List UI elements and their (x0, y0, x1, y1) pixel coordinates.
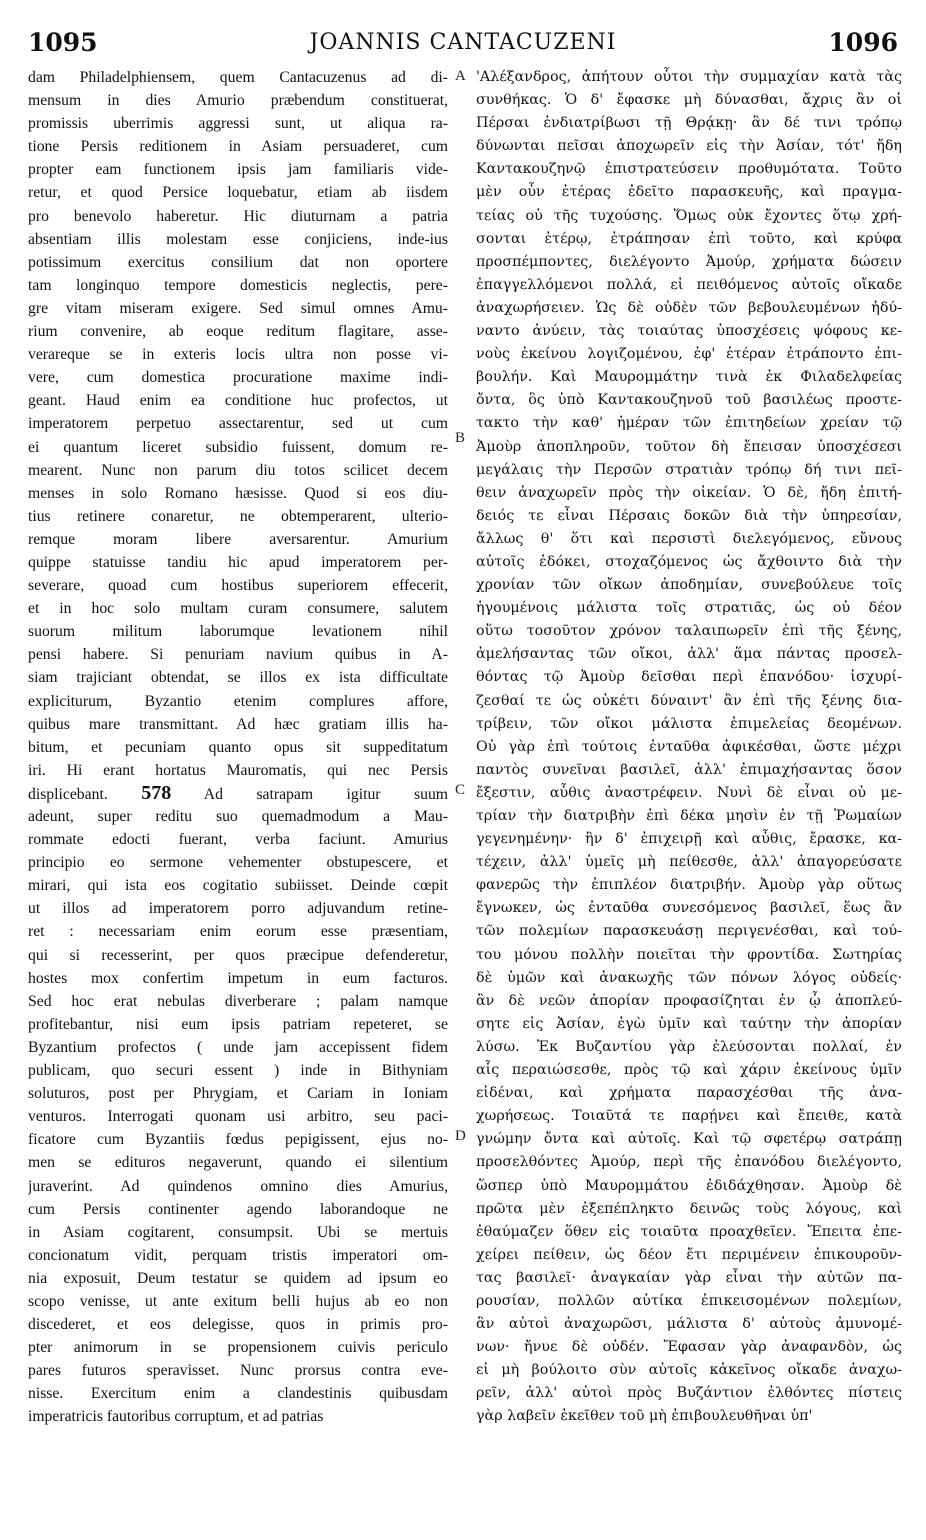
latin-text-line: displicebant. 578 Ad satrapam igitur suum (28, 781, 448, 804)
latin-text-line: rommate edocti fuerant, verba faciunt. Amurius (28, 831, 448, 849)
latin-text-line: absentiam illis molestam esse conjiciens, inde-ius (28, 230, 448, 248)
latin-text-line: severare, quoad cum hostibus superiorem effecerit, (28, 577, 448, 595)
greek-text-line: θόντας τῷ Ἀμοὺρ δεῖσθαι περὶ ἐπανόδου· ἰσχυρί- (476, 669, 902, 686)
greek-text-line: τρίαν τὴν διατριβὴν ἐπὶ δέκα μησὶν ἐν τῇ Ῥωμαίων (476, 808, 902, 824)
greek-text-line: χωρήσεως. Τοιαῦτά τε παρῄνει καὶ ἔπειθε, κατὰ (476, 1108, 902, 1125)
greek-text-line: εἰδέναι, καὶ χρήματα παρασχέσθαι τῆς ἀνα- (476, 1085, 902, 1102)
greek-text-line: Πέρσαι ἐνδιατρίβωσι τῇ Θρᾴκῃ· ἂν δέ τινι τρόπῳ (476, 115, 902, 132)
latin-text-line: bitum, et pecuniam quanto opus sit suppeditatum (28, 738, 448, 756)
greek-text-line: ἂν αὐτοὶ ἀναχωρῶσι, μάλιστα δ' αὐτοὺς ἀμυνομέ- (476, 1316, 902, 1333)
latin-text-line: pro benevolo haberetur. Hic diuturnam a patria (28, 207, 448, 225)
latin-text-line: tam longinquo tempore domesticis neglectis, pere- (28, 276, 448, 294)
greek-text-line: ζεσθαί τε ὡς οὐκέτι δύναιντ' ἂν ἐπὶ τῆς ξένης δια- (476, 692, 902, 709)
greek-text-line: τῶν πολεμίων παρασκευάσῃ περιγενέσθαι, καὶ τού- (476, 923, 902, 940)
greek-text-line: μὲν οὖν ἑτέρας ἐδεῖτο παρασκευῆς, καὶ πραγμα- (476, 184, 902, 201)
latin-text-line: nia exposuit, Deum testatur se quidem ad ipsum eo (28, 1269, 448, 1287)
greek-text-line: τείας οὐ τῆς τυχούσης. Ὅμως οὐκ ἔχοντες ὅτῳ χρή- (476, 207, 902, 224)
latin-text-line: quibus mare transmittant. Ad hæc gratiam illis ha- (28, 715, 448, 733)
latin-text-line: propter eam functionem ipsis jam familiaris vide- (28, 161, 448, 179)
latin-text-line: ret : necessariam enim eorum esse præsentiam, (28, 923, 448, 941)
latin-text-line: quippe statuisse tandiu hic apud imperatorem per- (28, 553, 448, 571)
greek-text-line: Καντακουζηνῷ ἐπιστρατεύσειν προθυμότατα. Τοῦτο (476, 161, 902, 178)
latin-text-line: discederet, et eos delegisse, quos in primis pro- (28, 1316, 448, 1334)
greek-text-line: προσελθόντες Ἀμούρ, περὶ τῆς ἐπανόδου διελέγοντο, (476, 1154, 902, 1171)
latin-text-line: gre vitam miseram exigere. Sed simul omnes Amu- (28, 299, 448, 317)
greek-column (476, 66, 902, 1526)
greek-text-line: εἰ μὴ βούλοιτο σὺν αὐτοῖς κἀκεῖνος οἴκαδε ἀναχω- (476, 1362, 902, 1379)
latin-text-line: tius retinere conaretur, ne obtemperarent, ulterio- (28, 507, 448, 525)
latin-text-line: Sed hoc erat nebulas diverberare ; palam namque (28, 992, 448, 1010)
latin-text-line: profitebantur, nisi eum ipsis patriam repeteret, se (28, 1015, 448, 1033)
latin-text-line: verareque se in exteris locis ultra non posse vi- (28, 346, 448, 364)
latin-text-line: soluturos, post per Phrygiam, et Cariam in Ioniam (28, 1085, 448, 1103)
greek-text-line: νοὺς ἐκείνου λογιζομένου, ἐφ' ἑτέραν ἐτράποντο ἐπι- (476, 346, 902, 363)
latin-text-line: menses in solo Romano hæsisse. Quod si eos diu- (28, 484, 448, 502)
latin-text-line: geant. Haud enim ea conditione huc profectos, ut (28, 392, 448, 410)
greek-text-line: σητε εἰς Ἀσίαν, ἐγὼ ὑμῖν καὶ ταύτην τὴν ἀπορίαν (476, 1015, 902, 1032)
greek-text-line: συνθήκας. Ὁ δ' ἔφασκε μὴ δύνασθαι, ἄχρις ἂν οἱ (476, 92, 902, 109)
greek-text-line: θειν ἀναχωρεῖν πρὸς τὴν οἰκείαν. Ὁ δὲ, ἤδη ἐπιτή- (476, 484, 902, 501)
latin-text-line: ei quantum liceret subsidio fuissent, domum re- (28, 438, 448, 456)
latin-text-line: principio eo sermone vehementer obstupescere, et (28, 854, 448, 872)
greek-text-line: γνώμην ὄντα καὶ αὐτοῖς. Καὶ τῷ σφετέρῳ σατράπῃ (476, 1131, 902, 1148)
greek-text-line: ἂν δὲ νεῶν ἀπορίαν προφασίζηται ἐν ᾧ ἀποπλεύ- (476, 992, 902, 1009)
latin-text-line: mearent. Nunc non parum diu totos scilicet decem (28, 461, 448, 479)
greek-text-line: τέχειν, ἀλλ' ὑμεῖς μὴ πείθεσθε, ἀλλ' ἀπαγορεύσατε (476, 854, 902, 871)
greek-text-line: ναντο ἀνύειν, τὰς τοιαύτας ὑποσχέσεις ψόφους κε- (476, 323, 902, 340)
page-number-left: 1095 (28, 28, 98, 57)
latin-text-line: ut illos ad imperatorem porro adjuvandum retine- (28, 900, 448, 918)
latin-text-line: iri. Hi erant hortatus Mauromatis, qui nec Persis (28, 761, 448, 779)
greek-text-line: παντὸς συνεῖναι βασιλεῖ, ἀλλ' ἐπιμαχήσαντας ὅσον (476, 761, 902, 778)
latin-column (28, 66, 448, 1526)
greek-text-line: νων· ἤνυε δὲ οὐδέν. Ἔφασαν γὰρ ἀναφανδὸν, ὡς (476, 1339, 902, 1356)
running-header (28, 28, 898, 62)
page-number-right: 1096 (828, 28, 898, 57)
latin-text-line: nisse. Exercitum enim a clandestinis quibusdam (28, 1385, 448, 1403)
latin-text-line: siam trajiciant obtendat, se illos ex ista difficultate (28, 669, 448, 687)
latin-text-line: suorum militum laborumque levationem nihil (28, 623, 448, 641)
running-title: JOANNIS CANTACUZENI (309, 30, 617, 55)
greek-text-line: ὄντα, ὃς ὑπὸ Καντακουζηνοῦ τοῦ βασιλέως προστε- (476, 392, 902, 409)
margin-marker-a: A (455, 68, 466, 84)
latin-text-line: mirari, qui ista eos cogitatio subiisset. Deinde cœpit (28, 877, 448, 895)
greek-text-line: λύσω. Ἐκ Βυζαντίου γὰρ ἐλεύσονται πολλαί, ἐν (476, 1038, 902, 1055)
greek-text-line: 'Αλέξανδρος, ἀπήτουν οὗτοι τὴν συμμαχίαν κατὰ τὰς (476, 69, 902, 85)
greek-text-line: γὰρ λαβεῖν ἐκεῖθεν τοῦ μὴ ἐπιβουλευθῆναι ὑπ' (476, 1408, 813, 1425)
latin-text-line: cum Persis continenter agendo laborandoque ne (28, 1200, 448, 1218)
latin-text-line: adeunt, super reditu suo quemadmodum a Mau- (28, 808, 448, 825)
latin-text-line: expliciturum, Byzantio etenim complures affore, (28, 692, 448, 710)
greek-text-line: τακτο τὴν καθ' ἡμέραν τῶν ἐπιτηδείων χρείαν τῷ (476, 415, 902, 432)
latin-text-line: hostes mox confertim impetum in eum facturos. (28, 969, 448, 987)
greek-text-line: γεγενημένην· ἣν δ' ἐπιχειρῇ καὶ αὖθις, ἔρασκε, κα- (476, 831, 902, 848)
greek-text-line: αἷς περαιώσεσθε, πρὸς τῷ καὶ χάριν ἐκείνους ὑμῖν (476, 1062, 902, 1079)
latin-text-line: imperatricis fautoribus corruptum, et ad patrias (28, 1408, 324, 1426)
latin-text-line: tione Persis reditionem in Asiam persuaderet, cum (28, 138, 448, 156)
greek-text-line: δύνωνται πεῖσαι ἀποχωρεῖν εἰς τὴν Ἀσίαν, τότ' ἤδη (476, 138, 902, 155)
greek-text-line: Ἀμοὺρ ἀποπληροῦν, τοῦτον δὴ ἔπεισαν ὑποσχέσεσι (476, 438, 902, 455)
greek-text-line: πρῶτα μὲν ἐξεπέπληκτο δεινῶς τοὺς λόγους, καὶ (476, 1200, 902, 1217)
latin-text-line: publicam, quo securi essent ) inde in Bithyniam (28, 1062, 448, 1080)
latin-text-line: juraverint. Ad quindenos omnino dies Amurius, (28, 1177, 448, 1195)
latin-text-line: venturos. Interrogati quonam usi arbitro, seu paci- (28, 1108, 448, 1126)
greek-text-line: χρονίαν τῶν οἴκων ἀποδημίαν, συνεβούλευε τοῖς (476, 577, 902, 594)
latin-text-line: pter animorum in se propensionem cuivis periculo (28, 1339, 448, 1357)
greek-text-line: οὕτω τοσοῦτον χρόνον ταλαιπωρεῖν ἐπὶ τῆς ξένης, (476, 623, 902, 640)
greek-text-line: ἀναχωρήσειεν. Ὡς δὲ οὐδὲν τῶν βεβουλευμένων ἠδύ- (476, 299, 902, 316)
greek-text-line: του μόνου πολλὴν ποιεῖται τὴν φροντίδα. Σωτηρίας (476, 946, 902, 963)
greek-text-line: ἔγνωκεν, ὡς ἐνταῦθα συνεσόμενος βασιλεῖ, ἕως ἂν (476, 900, 902, 917)
greek-text-line: δειός τε εἶναι Πέρσαις δοκῶν διὰ τὴν ὑπηρεσίαν, (476, 507, 902, 524)
latin-text-line: ficatore cum Byzantiis fœdus pepigissent, ejus no- (28, 1131, 448, 1149)
greek-text-line: τας βασιλεῖ· ἀναγκαίαν γὰρ εἶναι τὴν αὐτῶν πα- (476, 1269, 902, 1286)
latin-text-line: dam Philadelphiensem, quem Cantacuzenus ad di- (28, 69, 448, 86)
latin-text-line: imperatorem perpetuo assectarentur, sed ut cum (28, 415, 448, 433)
latin-text-line: promissis uberrimis aggressi sunt, ut aliqua ra- (28, 115, 448, 133)
latin-text-line: in Asiam cogitarent, consumpsit. Ubi se mertuis (28, 1223, 448, 1241)
greek-text-line: ὥσπερ ὑπὸ Μαυρομμάτου ἐδιδάχθησαν. Ἀμοὺρ δὲ (476, 1177, 902, 1194)
margin-marker-b: B (455, 430, 466, 446)
margin-marker-c: C (455, 782, 466, 798)
greek-text-line: ἐθαύμαζεν ὅθεν εἰς τοιαῦτα προαχθεῖεν. Ἔπειτα ἐπε- (476, 1223, 902, 1240)
latin-text-line: remque moram libere aversarentur. Amurium (28, 530, 448, 548)
greek-text-line: τρίβειν, τῶν οἴκοι μάλιστα ἐπιμελείας δεομένων. (476, 715, 902, 732)
latin-text-line: Byzantium profectos ( unde jam accepissent fidem (28, 1038, 448, 1056)
latin-text-line: men se edituros negaverunt, quando ei silentium (28, 1154, 448, 1172)
greek-text-line: βουλήν. Καὶ Μαυρομμάτην τινὰ ἐκ Φιλαδελφείας (476, 369, 902, 386)
latin-text-line: et in hoc solo multam curam consumere, salutem (28, 600, 448, 618)
greek-text-line: μεγάλαις τὴν Περσῶν στρατιὰν τρόπῳ δή τινι πεῖ- (476, 461, 902, 478)
greek-text-line: προσπέμποντες, διελέγοντο Ἀμούρ, χρήματα δώσειν (476, 253, 902, 270)
greek-text-line: ἡγουμένοις μάλιστα τοῖς στρατιᾶς, ὡς οὐ δέον (476, 600, 902, 617)
greek-text-line: φανερῶς τὴν ἐπιπλέον διατριβήν. Ἀμοὺρ γὰρ οὕτως (476, 877, 902, 894)
latin-text-line: qui si recesserint, per quos præcipue defenderetur, (28, 946, 448, 964)
latin-text-line: pensi habere. Si penuriam navium quibus in A- (28, 646, 448, 664)
greek-text-line: ρουσίαν, πολλῶν αὐτίκα ἐπικεισομένων πολεμίων, (476, 1292, 902, 1309)
greek-text-line: ἀμελήσαντας τῶν οἴκοι, ἀλλ' ἅμα πάντας προσελ- (476, 646, 902, 663)
latin-text-line: potissimum exercitus consilium dat non oportere (28, 253, 448, 271)
section-number: 578 (141, 781, 172, 804)
greek-text-line: Οὐ γὰρ ἐπὶ τούτοις ἐνταῦθα ἀφικέσθαι, ὥστε μέχρι (476, 738, 902, 755)
latin-text-line: mensum in dies Amurio præbendum constituerat, (28, 92, 448, 110)
greek-text-line: χείρει πείθειν, ὡς δέον ἔτι περιμένειν ἐπικουροῦν- (476, 1246, 902, 1263)
greek-text-line: ἐπαγγελλόμενοι πολλά, εἰ πειθόμενος αὐτοῖς οἴκαδε (476, 276, 902, 293)
margin-marker-d: D (455, 1128, 466, 1144)
greek-text-line: ἔξεστιν, αὖθις ἀναστρέφειν. Νυνὶ δὲ εἶναι οὐ με- (476, 784, 902, 801)
greek-text-line: δὲ ὑμῶν καὶ ἀνακωχῆς τῶν πόνων λόγος οὐδείς· (476, 969, 902, 986)
greek-text-line: αὐτοῖς ἐδόκει, στοχαζόμενος ὡς ἄχθοιντο διὰ τὴν (476, 553, 902, 570)
latin-text-line: pares futuros speravisset. Nunc prorsus contra eve- (28, 1362, 448, 1380)
greek-text-line: ρεῖν, ἀλλ' αὐτοὶ πρὸς Βυζάντιον ἐλθόντες πίστεις (476, 1385, 902, 1402)
latin-text-line: scopo venisse, ut ante exitum belli hujus ab eo non (28, 1292, 448, 1310)
latin-text-line: retur, et quod Persice loquebatur, etiam ab iisdem (28, 184, 448, 202)
greek-text-line: ἄλλως θ' ὅτι καὶ περσιστὶ διελεγόμενος, εὔνους (476, 530, 902, 547)
greek-text-line: σονται ἑτέρῳ, ἐτράπησαν ἐπὶ τοῦτο, καὶ κρύφα (476, 230, 902, 247)
latin-text-line: concionatum vidit, perquam tristis imperatori om- (28, 1246, 448, 1264)
latin-text-line: vere, cum domestica procuratione maxime indi- (28, 369, 448, 387)
latin-text-line: rium convenire, ab eoque reditum flagitare, asse- (28, 323, 448, 341)
